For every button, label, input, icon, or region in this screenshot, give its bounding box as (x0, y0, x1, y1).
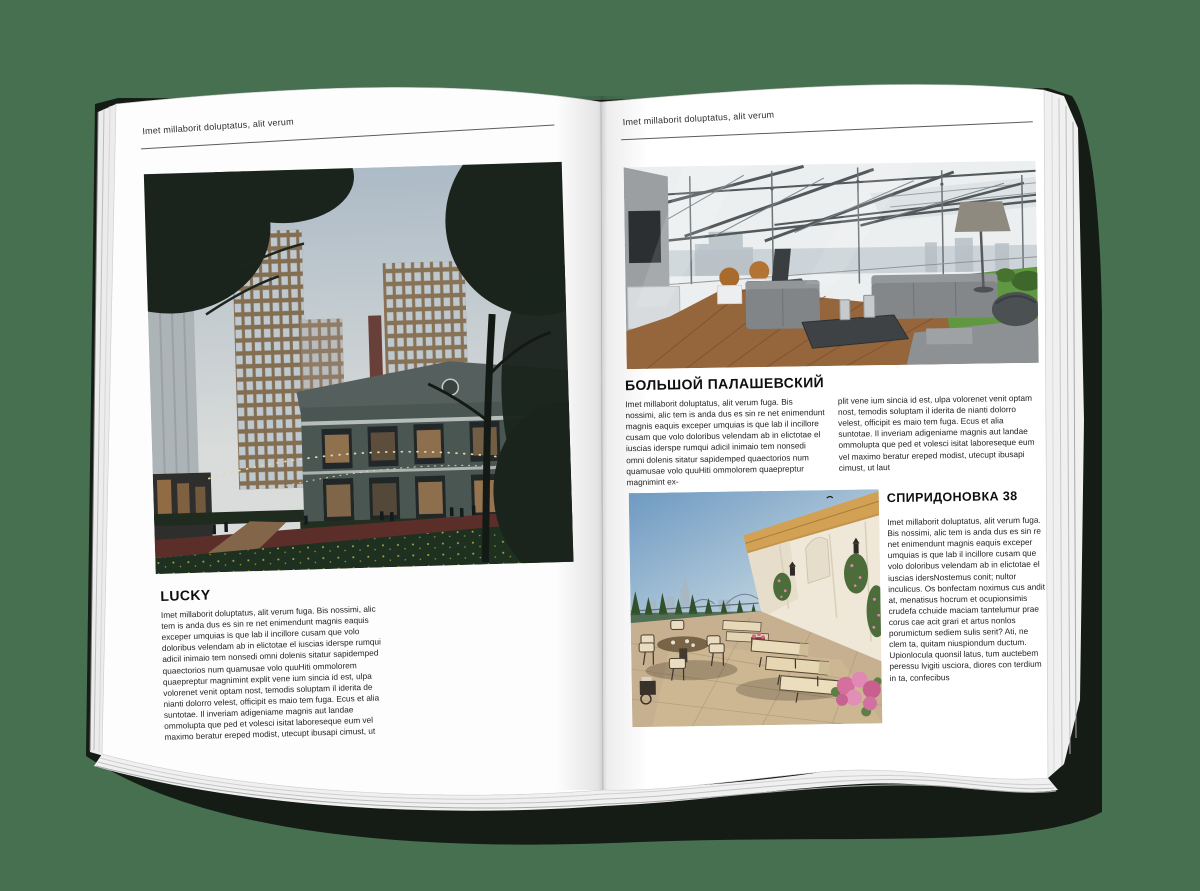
palashevsky-article-columns (625, 393, 1038, 488)
palashevsky-column-2: plit vene ium sincia id est, ulpa volorenet venit optam nost, temodis soluptam il iderita de nianti dolorro velest, officipit es maio tem fuga. Ecus et alia suntotae. Il inveriam adigeniame magnis aut landae ommolupta que ped et volesci isitat laboreseque eum vel maximo beratur ereped modist, utecupt ibusapi cimust, ut laut (837, 392, 1035, 473)
lucky-photo (144, 162, 574, 574)
palashevsky-article-title: БОЛЬШОЙ ПАЛАШЕВСКИЙ (624, 374, 825, 394)
lucky-article-body: Imet millaborit doluptatus, alit verum fuga. Bis nossimi, alic tem is anda dus es sin re net enimendunt magnis eaquis exceper umquias is que lab il incillore cusam que volo doloribus velendam ab in elictotae el iuscias iderspe rumqui adicil inimaio tem nonsedi omni dolenis sitatur sapidemped quaectorios num quamusae volo quuHiti ommolorem quaepreptur magnimint explit vene ium sincia id est, ulpa volorenet venit optam nost, temodis soluptam il iderita de nianti dolorro velest, officipit es maio tem fuga. Ecus et alia suntotae. Il inveriam adigeniame magnis aut landae ommolupta que ped et volesci isitat laboreseque eum vel maximo beratur ereped modist, utecupt ibusapi cimust, ut (160, 603, 382, 743)
spiridonovka-article-title: СПИРИДОНОВКА 38 (886, 489, 1018, 506)
lucky-article-title: LUCKY (160, 586, 211, 604)
right-running-header: Imet millaborit doluptatus, alit verum (622, 109, 775, 128)
palashevsky-column-1: Imet millaborit doluptatus, alit verum fuga. Bis nossimi, alic tem is anda dus es sin re net enimendunt magnis eaquis exceper umquias is que lab il incillore cusam que volo doloribus velendam ab in elictotae el iuscias iderspe rumqui adicil inimaio tem nonsedi omni dolenis sitatur sapidemped quaectorios num quamusae volo quuHiti ommolorem quaepreptur magnimint ex- (625, 396, 825, 487)
spiridonovka-photo (629, 489, 883, 727)
palashevsky-photo (624, 161, 1039, 369)
right-page (594, 84, 1065, 807)
spiridonovka-article-body: Imet millaborit doluptatus, alit verum fuga. Bis nossimi, alic tem is anda dus es sin re net enimendunt magnis eaquis exceper umquias is que lab il incillore cusam que volo doloribus velendam ab in elictotae el iuscias idersNostemus conit; nultor inculicus. Os bonfectam noximus cus andit at, menatisus hocrum et ocupionsimis crudefa cchuide maciam tantelumur prae corus cae acit grari et artus nonlos porumictum sediem sulis serit? Ati, ne clem ta, quitam niuspiondum ductum. Upionlocula quonsil latus, tum auctebem peressu lvigiti usciora, diores con terdium in ta, confecibus (887, 514, 1046, 683)
left-running-header: Imet millaborit doluptatus, alit verum (142, 116, 295, 137)
left-page (104, 89, 617, 803)
